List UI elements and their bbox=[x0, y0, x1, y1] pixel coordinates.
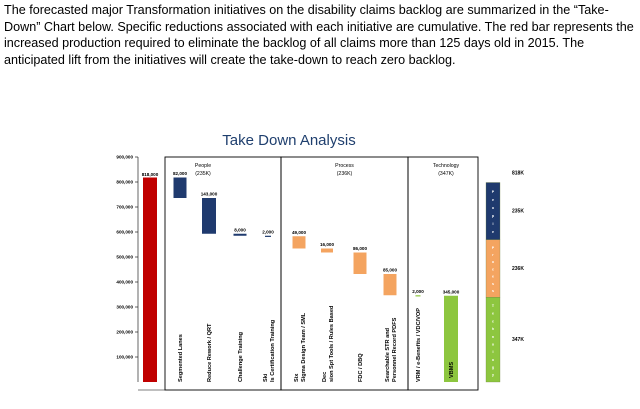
category-label: Sigma Design Team / SML bbox=[301, 312, 307, 382]
y-tick-label: 800,000 bbox=[116, 179, 133, 185]
stack-segment-letter: p bbox=[491, 214, 495, 219]
y-tick-label: 700,000 bbox=[116, 204, 133, 210]
y-tick-label: 600,000 bbox=[116, 229, 133, 235]
bar-step bbox=[416, 295, 421, 296]
stack-segment-letter: T bbox=[491, 303, 495, 308]
bar-step bbox=[265, 236, 271, 237]
stack-segment-letter: c bbox=[492, 319, 494, 324]
stack-segment-letter: s bbox=[492, 281, 494, 286]
stack-segment-label: 235K bbox=[512, 208, 524, 215]
category-label: VRM / e-Benefits / VDC/VOP bbox=[416, 308, 422, 382]
y-tick-label: 400,000 bbox=[116, 279, 133, 285]
stack-segment-letter: e bbox=[492, 311, 494, 316]
category-label: ls Certification Training bbox=[270, 319, 276, 382]
section-total: (235K) bbox=[195, 171, 211, 177]
category-label: Ski bbox=[263, 373, 269, 382]
category-label: Six bbox=[294, 373, 300, 382]
category-label: sion Spt Tools / Rules Based bbox=[329, 305, 335, 382]
stack-segment-letter: P bbox=[491, 245, 495, 250]
stack-segment-letter: h bbox=[491, 327, 495, 332]
bar-step bbox=[202, 198, 216, 234]
bar-step-label: 8,000 bbox=[234, 227, 246, 233]
chart-frame bbox=[138, 157, 478, 390]
bar-step-label: 2,000 bbox=[412, 288, 424, 294]
y-tick-label: 300,000 bbox=[116, 304, 133, 310]
category-label: Segmented Lanes bbox=[178, 334, 184, 382]
category-label: Challenge Training bbox=[238, 331, 244, 382]
stack-segment-letter: s bbox=[492, 288, 494, 293]
stack-segment-letter: y bbox=[492, 373, 494, 378]
section-title: Technology bbox=[432, 163, 460, 169]
category-label: FDC / DBQ bbox=[358, 353, 364, 382]
stack-segment-letter: e bbox=[492, 198, 494, 203]
bar-step-label: 49,000 bbox=[291, 229, 307, 235]
bar-total bbox=[143, 178, 157, 383]
category-label: VBMS bbox=[449, 361, 455, 378]
stack-segment-letter: o bbox=[491, 206, 495, 211]
y-tick-label: 900,000 bbox=[116, 154, 133, 160]
bar-step-label: 2,000 bbox=[262, 229, 274, 235]
stack-segment-letter: o bbox=[491, 260, 495, 265]
stack-segment-letter: g bbox=[491, 365, 495, 370]
bar-step-label: 143,000 bbox=[200, 191, 218, 197]
stack-segment-letter: e bbox=[492, 230, 494, 235]
intro-paragraph: The forecasted major Transformation initiatives on the disability claims backlog are summarized in the “Take-Down” Chart below. Specific reductions associated with each initiative are cumulative. The red bar represents the increased production required to eliminate the backlog of all claims more than 125 days old in 2015. The anticipated lift from the initiatives will create the take-down to reach zero backlog. bbox=[4, 3, 634, 67]
stack-segment-letter: o bbox=[491, 357, 495, 362]
bar-step-label: 85,000 bbox=[382, 267, 398, 273]
section-total: (236K) bbox=[336, 171, 353, 177]
y-tick-label: 500,000 bbox=[116, 254, 133, 260]
stack-segment-letter: e bbox=[492, 274, 494, 279]
bar-total-label: 818,000 bbox=[141, 172, 159, 177]
bar-step bbox=[354, 253, 367, 275]
stack-segment-letter: c bbox=[492, 267, 494, 272]
section-title: Process bbox=[335, 163, 354, 169]
summary-stack-bar bbox=[486, 171, 524, 383]
y-tick-label: 200,000 bbox=[116, 329, 133, 335]
category-labels bbox=[178, 305, 455, 382]
y-tick-label: 100,000 bbox=[116, 354, 133, 360]
y-axis bbox=[116, 155, 138, 382]
stack-segment-letter: r bbox=[492, 253, 494, 258]
stack-segment-letter: o bbox=[491, 342, 495, 347]
stack-total-label: 818K bbox=[512, 170, 524, 177]
stack-segment-label: 347K bbox=[512, 337, 524, 344]
stack-segment-letter: l bbox=[492, 350, 494, 355]
bar-step bbox=[293, 236, 306, 248]
stack-segment-letter: P bbox=[491, 190, 495, 195]
bar-step-label: 345,000 bbox=[442, 289, 460, 295]
bar-step-label: 82,000 bbox=[172, 171, 188, 176]
bar-step bbox=[234, 234, 247, 236]
bar-step bbox=[321, 249, 333, 253]
stack-segment-letter: l bbox=[492, 222, 494, 227]
bar-step-label: 86,000 bbox=[352, 246, 368, 251]
category-label: Searchable STR and bbox=[385, 327, 391, 382]
stack-segment-letter: n bbox=[491, 334, 495, 339]
category-label: Reduce Rework / QRT bbox=[207, 323, 213, 382]
bar-step bbox=[384, 274, 397, 295]
category-label: Dec bbox=[322, 371, 328, 382]
bar-step bbox=[174, 178, 187, 199]
bar-step-label: 16,000 bbox=[319, 242, 335, 247]
stack-segment-label: 236K bbox=[512, 266, 524, 273]
section-total: (347K) bbox=[438, 171, 454, 177]
chart-title: Take Down Analysis bbox=[222, 132, 356, 149]
category-label: Personnel Record PDFS bbox=[392, 317, 398, 382]
section-title: People bbox=[194, 163, 212, 169]
data-labels bbox=[142, 171, 460, 294]
